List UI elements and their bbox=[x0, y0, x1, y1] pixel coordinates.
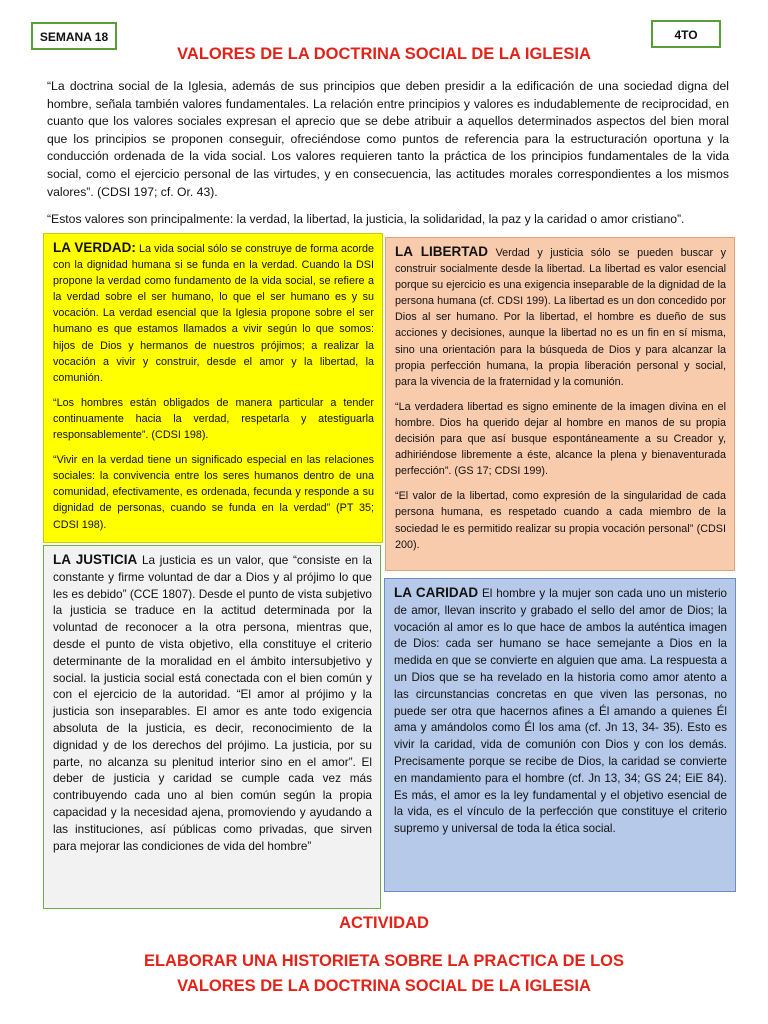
libertad-box bbox=[385, 237, 735, 571]
verdad-main bbox=[53, 240, 374, 386]
caridad-box bbox=[384, 578, 736, 892]
libertad-quote-1: “La verdadera libertad es signo eminente de la imagen divina en el hombre. Dios ha querido dejar al hombre en manos de su propia decisión para que así busque espontáneamente a su Creador y, adhiriéndose libremente a éste, alcance la plena y bienaventurada perfección”. (GS 17; CDSI 199). bbox=[395, 400, 726, 478]
activity-line-1: ELABORAR UNA HISTORIETA SOBRE LA PRACTICA DE LOS bbox=[143, 952, 625, 970]
verdad-quote-2: “Vivir en la verdad tiene un significado especial en las relaciones sociales: la convivencia entre los seres humanos dentro de una comunidad, efectivamente, es ordenada, fecunda y responde a su dignidad de personas, cuando se funda en la verdad” (PT 35; CDSI 198). bbox=[53, 454, 374, 531]
libertad-quote-2: “El valor de la libertad, como expresión de la singularidad de cada persona humana, es respetado cuando a cada miembro de la sociedad le es permitido realizar su propia vocación personal” (CDSI 200). bbox=[395, 490, 726, 551]
justicia-text: La justicia es un valor, que “consiste en la constante y firme voluntad de dar a Dios y al prójimo lo que les es debido” (CCE 1807). Desde el punto de vista subjetivo la justicia se traduce en la actitud determinada por la voluntad de reconocer a la otra persona, mientras que, desde el punto de vista objetivo, ella constituye el criterio determinante de la moralidad en el ámbito intersubjetivo y social. la justicia social está conectada con el bien común y con el ejercicio de la autoridad. “El amor al prójimo y la justicia son inseparables. El amor es ante todo exigencia absoluta de la justicia, es decir, reconocimiento de la dignidad y de los derechos del prójimo. La justicia, por su parte, no alcanza su plenitud interior sino en el amor”. El deber de justicia y caridad se cumple cada vez más contribuyendo cada uno al bien común según la propia capacidad y la necesidad ajena, promoviendo y ayudando a las instituciones, así públicas como privadas, que sirven para mejorar las condiciones de vida del hombre” bbox=[53, 553, 372, 853]
week-badge: SEMANA 18 bbox=[31, 22, 117, 50]
caridad-text: El hombre y la mujer son cada uno un misterio de amor, llevan inscrito y grabado el sello del amor de Dios; la vocación al amor es lo que hace de ambos la auténtica imagen de Dios: cada ser humano se hace semejante a Dios en la medida en que se convierte en alguien que ama. La respuesta a un Dios que se ha revelado en la historia como amor atento a las circunstancias concretas en que viven las personas, no puede ser otra que hacernos afines a Él amando a quienes Él ama y amándolos como Él los ama (cf. Jn 13, 34- 35). Esto es vivir la caridad, vida de comunión con Dios y con los demás. Precisamente porque se recibe de Dios, la caridad se convierte en mandamiento para el hombre (cf. Jn 13, 34; GS 24; EiE 84). Es más, el amor es la ley fundamental y el objetivo esencial de la vida, es el vínculo de la perfección que constituye el criterio supremo y universal de toda la ética social. bbox=[394, 587, 727, 836]
libertad-main bbox=[395, 244, 726, 390]
activity-line-2: VALORES DE LA DOCTRINA SOCIAL DE LA IGLESIA bbox=[177, 977, 591, 995]
justicia-box bbox=[43, 545, 381, 909]
activity-instructions bbox=[0, 949, 768, 999]
libertad-text: Verdad y justicia sólo se pueden buscar y construir socialmente desde la libertad. La libertad es valor esencial porque su ejercicio es una exigencia inseparable de la dignidad de la persona humana (cf. CDSI 199). La libertad es un don concedido por Dios al ser humano. Por la libertad, el hombre es dueño de sus acciones y decisiones, aunque la libertad no es un fin en sí misma, sino una orientación para la búsqueda de Dios y para alcanzar la propia perfección humana, la propia liberación personal y social, para la vivencia de la fraternidad y la comunión. bbox=[395, 247, 726, 388]
values-list-paragraph: “Estos valores son principalmente: la verdad, la libertad, la justicia, la solidaridad, la paz y la caridad o amor cristiano”. bbox=[47, 212, 685, 226]
verdad-quote-1: “Los hombres están obligados de manera particular a tender continuamente hacia la verdad, respetarla y atestiguarla responsablemente”. (CDSI 198). bbox=[53, 396, 374, 442]
page-title: VALORES DE LA DOCTRINA SOCIAL DE LA IGLESIA bbox=[177, 45, 591, 63]
caridad-main bbox=[394, 585, 727, 838]
activity-title: ACTIVIDAD bbox=[339, 914, 429, 932]
intro-paragraph: “La doctrina social de la Iglesia, además de sus principios que deben presidir a la edificación de una sociedad digna del hombre, señala también valores fundamentales. La relación entre principios y valores es indudablemente de reciprocidad, en cuanto que los valores sociales expresan el aprecio que se debe atribuir a aquellos determinados aspectos del bien moral que los principios se proponen conseguir, ofreciéndose como puntos de referencia para la estructuración oportuna y la conducción ordenada de la vida social. Los valores requieren tanto la práctica de los principios fundamentales de la vida social, como el ejercicio personal de las virtudes, y en consecuencia, las actitudes morales correspondientes a los mismos valores”. (CDSI 197; cf. Or. 43). bbox=[47, 79, 729, 199]
libertad-heading: LA LIBERTAD bbox=[395, 244, 489, 259]
justicia-heading: LA JUSTICIA bbox=[53, 552, 138, 567]
verdad-box bbox=[43, 233, 383, 543]
verdad-heading: LA VERDAD: bbox=[53, 240, 136, 255]
verdad-text: La vida social sólo se construye de forma acorde con la dignidad humana si se funda en la verdad. Cuando la DSI propone la verdad como fundamento de la vida social, se refiere a la verdad sobre el ser humano, lo que el ser humano es y su vocación. La verdad esencial que la Iglesia propone sobre el ser humano es que estamos llamados a vivir según lo que somos: hijos de Dios y hermanos de nuestros prójimos; a realizar la vocación a vivir y construir, desde el amor y la libertad, la comunión. bbox=[53, 243, 375, 384]
grade-badge: 4TO bbox=[651, 20, 721, 48]
caridad-heading: LA CARIDAD bbox=[394, 585, 479, 600]
justicia-main bbox=[53, 552, 372, 854]
